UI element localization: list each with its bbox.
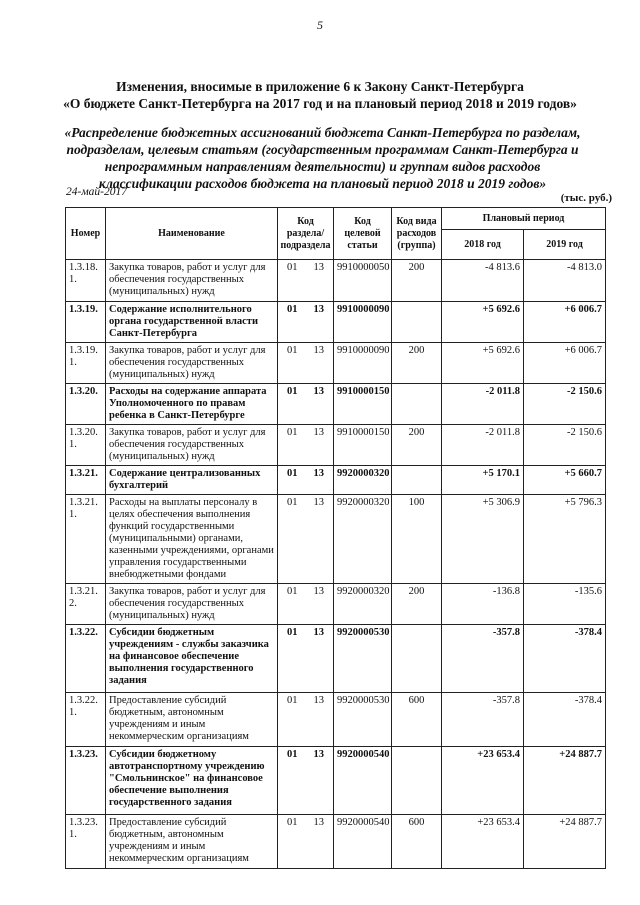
row-expense-code: 600 [392,815,442,869]
subtitle-line: «Распределение бюджетных ассигнований бюджета Санкт-Петербурга по разделам, [64,125,581,140]
row-expense-code [392,625,442,693]
row-section-code [278,260,334,302]
row-target-code: 9920000320 [334,584,392,625]
row-value-2019: +5 660.7 [524,466,606,495]
row-value-2018: -357.8 [442,625,524,693]
row-value-2019: +6 006.7 [524,343,606,384]
row-target-code: 9910000090 [334,302,392,343]
row-target-code: 9920000540 [334,815,392,869]
header-section: Код раздела/ подраздела [278,208,334,260]
row-value-2019: +6 006.7 [524,302,606,343]
row-target-code: 9910000090 [334,343,392,384]
header-number: Номер [66,208,106,260]
podrazdel-code: 13 [313,262,324,273]
row-target-code: 9920000540 [334,747,392,815]
table-row [66,815,606,869]
row-section-code [278,693,334,747]
row-target-code: 9920000530 [334,625,392,693]
row-expense-code [392,747,442,815]
row-section-code [278,302,334,343]
header-expense: Код вида расходов (группа) [392,208,442,260]
table-row [66,495,606,584]
row-name: Закупка товаров, работ и услуг для обеспечения государственных (муниципальных) нужд [106,260,278,302]
razdel-code: 01 [287,586,298,597]
podrazdel-code: 13 [313,386,324,397]
row-target-code: 9910000150 [334,384,392,425]
row-name: Расходы на выплаты персоналу в целях обеспечения выполнения функций государственными (муниципальными) органами, казенными учреждениями, органами управления государственными внебюджетными фондами [106,495,278,584]
row-expense-code: 100 [392,495,442,584]
row-target-code: 9910000050 [334,260,392,302]
row-number: 1.3.21. 1. [66,495,106,584]
row-section-code [278,466,334,495]
header-name: Наименование [106,208,278,260]
razdel-code: 01 [287,627,298,638]
table-row [66,425,606,466]
subtitle-line: непрограммным направлениям деятельности) и группам видов расходов [104,159,541,174]
row-value-2019: +24 887.7 [524,815,606,869]
row-name: Расходы на содержание аппарата Уполномоченного по правам ребенка в Санкт-Петербурге [106,384,278,425]
header-2019: 2019 год [524,230,606,260]
row-value-2019: -378.4 [524,625,606,693]
row-section-code [278,384,334,425]
row-target-code: 9920000320 [334,495,392,584]
budget-table [65,207,606,869]
row-section-code [278,425,334,466]
header-2018: 2018 год [442,230,524,260]
row-target-code: 9920000530 [334,693,392,747]
row-number: 1.3.23. 1. [66,815,106,869]
row-value-2018: +5 692.6 [442,343,524,384]
row-value-2018: +23 653.4 [442,815,524,869]
row-value-2018: +5 170.1 [442,466,524,495]
razdel-code: 01 [287,262,298,273]
row-name: Субсидии бюджетным учреждениям - службы заказчика на финансовое обеспечение выполнения государственного задания [106,625,278,693]
row-section-code [278,815,334,869]
razdel-code: 01 [287,817,298,828]
row-expense-code: 200 [392,343,442,384]
row-expense-code: 200 [392,584,442,625]
table-row [66,302,606,343]
podrazdel-code: 13 [313,749,324,760]
podrazdel-code: 13 [313,345,324,356]
row-section-code [278,625,334,693]
row-value-2019: -378.4 [524,693,606,747]
row-value-2019: +5 796.3 [524,495,606,584]
row-name: Содержание централизованных бухгалтерий [106,466,278,495]
row-name: Субсидии бюджетному автотранспортному учреждению "Смольнинское" на финансовое обеспечение выполнения государственного задания [106,747,278,815]
row-expense-code [392,302,442,343]
row-name: Закупка товаров, работ и услуг для обеспечения государственных (муниципальных) нужд [106,584,278,625]
document-date: 24-май-2017 [66,186,127,198]
row-value-2018: -2 011.8 [442,384,524,425]
row-section-code [278,343,334,384]
razdel-code: 01 [287,386,298,397]
document-title [20,78,620,112]
row-name: Предоставление субсидий бюджетным, автономным учреждениям и иным некоммерческим организациям [106,693,278,747]
subtitle-line: классификации расходов бюджета на плановый период 2018 и 2019 годов» [98,176,547,191]
row-number: 1.3.22. [66,625,106,693]
razdel-code: 01 [287,749,298,760]
row-target-code: 9920000320 [334,466,392,495]
razdel-code: 01 [287,345,298,356]
row-number: 1.3.19. [66,302,106,343]
podrazdel-code: 13 [313,586,324,597]
row-value-2019: -2 150.6 [524,384,606,425]
row-number: 1.3.20. [66,384,106,425]
row-number: 1.3.21. [66,466,106,495]
row-number: 1.3.23. [66,747,106,815]
row-number: 1.3.18. 1. [66,260,106,302]
podrazdel-code: 13 [313,427,324,438]
table-row [66,693,606,747]
podrazdel-code: 13 [313,817,324,828]
row-value-2019: -2 150.6 [524,425,606,466]
row-target-code: 9910000150 [334,425,392,466]
razdel-code: 01 [287,695,298,706]
row-expense-code: 200 [392,425,442,466]
row-value-2018: +23 653.4 [442,747,524,815]
subtitle-line: подразделам, целевым статьям (государственным программам Санкт-Петербурга и [66,142,579,157]
row-expense-code: 600 [392,693,442,747]
row-value-2018: +5 692.6 [442,302,524,343]
row-name: Закупка товаров, работ и услуг для обеспечения государственных (муниципальных) нужд [106,343,278,384]
row-value-2019: -4 813.0 [524,260,606,302]
table-row [66,466,606,495]
table-row [66,260,606,302]
row-expense-code [392,466,442,495]
razdel-code: 01 [287,468,298,479]
row-section-code [278,495,334,584]
row-section-code [278,584,334,625]
row-value-2018: +5 306.9 [442,495,524,584]
header-plan: Плановый период [442,208,606,230]
razdel-code: 01 [287,304,298,315]
podrazdel-code: 13 [313,304,324,315]
razdel-code: 01 [287,427,298,438]
podrazdel-code: 13 [313,627,324,638]
table-row [66,625,606,693]
row-number: 1.3.21. 2. [66,584,106,625]
page-number: 5 [317,18,323,32]
row-name: Предоставление субсидий бюджетным, автономным учреждениям и иным некоммерческим организациям [106,815,278,869]
razdel-code: 01 [287,497,298,508]
row-expense-code [392,384,442,425]
header-target: Код целевой статьи [334,208,392,260]
table-row [66,343,606,384]
row-number: 1.3.19. 1. [66,343,106,384]
row-value-2019: +24 887.7 [524,747,606,815]
row-value-2019: -135.6 [524,584,606,625]
row-section-code [278,747,334,815]
document-subtitle [30,124,615,192]
row-value-2018: -136.8 [442,584,524,625]
title-line: Изменения, вносимые в приложение 6 к Закону Санкт-Петербурга [116,79,524,94]
row-number: 1.3.22. 1. [66,693,106,747]
row-number: 1.3.20. 1. [66,425,106,466]
row-expense-code: 200 [392,260,442,302]
units-label: (тыс. руб.) [560,192,612,204]
table-row [66,584,606,625]
row-name: Содержание исполнительного органа государственной власти Санкт-Петербурга [106,302,278,343]
row-value-2018: -4 813.6 [442,260,524,302]
table-row [66,384,606,425]
row-value-2018: -2 011.8 [442,425,524,466]
title-line: «О бюджете Санкт-Петербурга на 2017 год и на плановый период 2018 и 2019 годов» [63,96,577,111]
podrazdel-code: 13 [313,695,324,706]
row-name: Закупка товаров, работ и услуг для обеспечения государственных (муниципальных) нужд [106,425,278,466]
podrazdel-code: 13 [313,468,324,479]
table-body [66,260,606,869]
podrazdel-code: 13 [313,497,324,508]
table-row [66,747,606,815]
row-value-2018: -357.8 [442,693,524,747]
